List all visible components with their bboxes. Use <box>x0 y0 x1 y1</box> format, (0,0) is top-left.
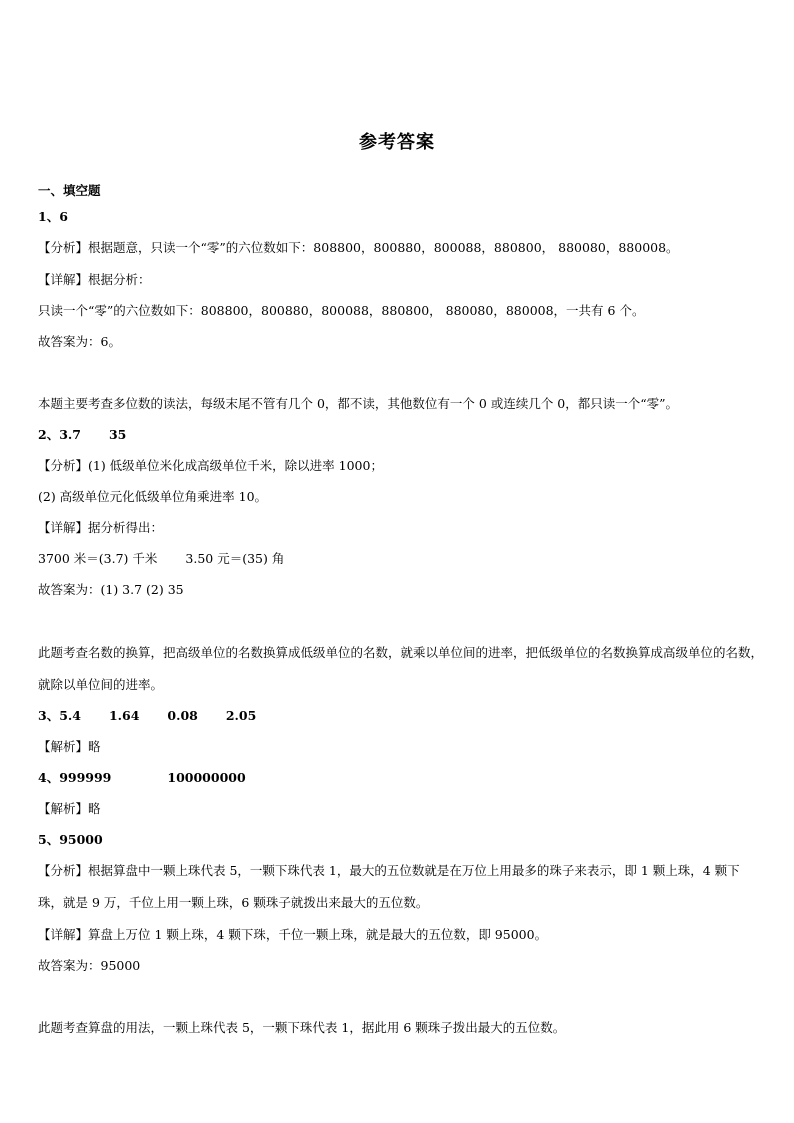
q1-analysis: 【分析】根据题意，只读一个“零”的六位数如下：808800，800880，800088，880800， 880080，880008。 <box>38 240 679 255</box>
q3-value-3: 0.08 <box>167 708 198 723</box>
q3-value-4: 2.05 <box>225 708 257 723</box>
q4-number <box>38 770 764 786</box>
q5-number: 5、95000 <box>38 832 103 847</box>
q3-value-2: 1.64 <box>108 708 140 723</box>
q2-detail-b: 3.50 元＝(35) 角 <box>185 551 285 566</box>
q3-analysis: 【解析】略 <box>38 739 101 754</box>
q4-analysis: 【解析】略 <box>38 801 101 816</box>
q1-note: 本题主要考查多位数的读法，每级末尾不管有几个 0，都不读，其他数位有一个 0 或连续几个 0，都只读一个“零”。 <box>38 396 679 411</box>
q2-analysis-1: 【分析】(1) 低级单位米化成高级单位千米，除以进率 1000； <box>38 458 383 473</box>
q2-detail <box>38 551 764 567</box>
q5-note: 此题考查算盘的用法，一颗上珠代表 5，一颗下珠代表 1，据此用 6 颗珠子拨出最大的五位数。 <box>38 1020 566 1035</box>
q1-number: 1、6 <box>38 209 68 224</box>
q4-value-1: 4、999999 <box>38 770 112 785</box>
q5-analysis: 【分析】根据算盘中一颗上珠代表 5，一颗下珠代表 1，最大的五位数就是在万位上用最多的珠子来表示，即 1 颗上珠，4 颗下珠，就是 9 万，千位上用一颗上珠，6 颗珠子就拨出来最大的五位数。 <box>38 863 740 910</box>
page-title: 参考答案 <box>359 132 435 153</box>
q2-detail-a: 3700 米＝(3.7) 千米 <box>38 551 158 566</box>
q3-value-1: 3、5.4 <box>38 708 81 723</box>
q2-note: 此题考查名数的换算，把高级单位的名数换算成低级单位的名数，就乘以单位间的进率，把低级单位的名数换算成高级单位的名数，就除以单位间的进率。 <box>38 645 764 692</box>
q5-detail: 【详解】算盘上万位 1 颗上珠，4 颗下珠，千位一颗上珠，就是最大的五位数，即 95000。 <box>38 927 548 942</box>
q4-value-2: 100000000 <box>167 770 246 785</box>
section-heading: 一、填空题 <box>38 183 101 198</box>
q2-detail-label: 【详解】据分析得出： <box>38 520 164 535</box>
q1-detail-label: 【详解】根据分析： <box>38 272 151 287</box>
q1-detail: 只读一个“零”的六位数如下：808800，800880，800088，880800， 880080，880008，一共有 6 个。 <box>38 303 645 318</box>
q1-answer: 故答案为：6。 <box>38 334 121 349</box>
q2-analysis-2: (2) 高级单位元化低级单位角乘进率 10。 <box>38 489 268 504</box>
q3-number <box>38 708 764 724</box>
q2-answer: 故答案为：(1) 3.7 (2) 35 <box>38 582 184 597</box>
q2-number <box>38 427 764 443</box>
q2-answer-b: 35 <box>108 427 127 442</box>
q2-answer-a: 2、3.7 <box>38 427 81 442</box>
q5-answer: 故答案为：95000 <box>38 958 141 973</box>
